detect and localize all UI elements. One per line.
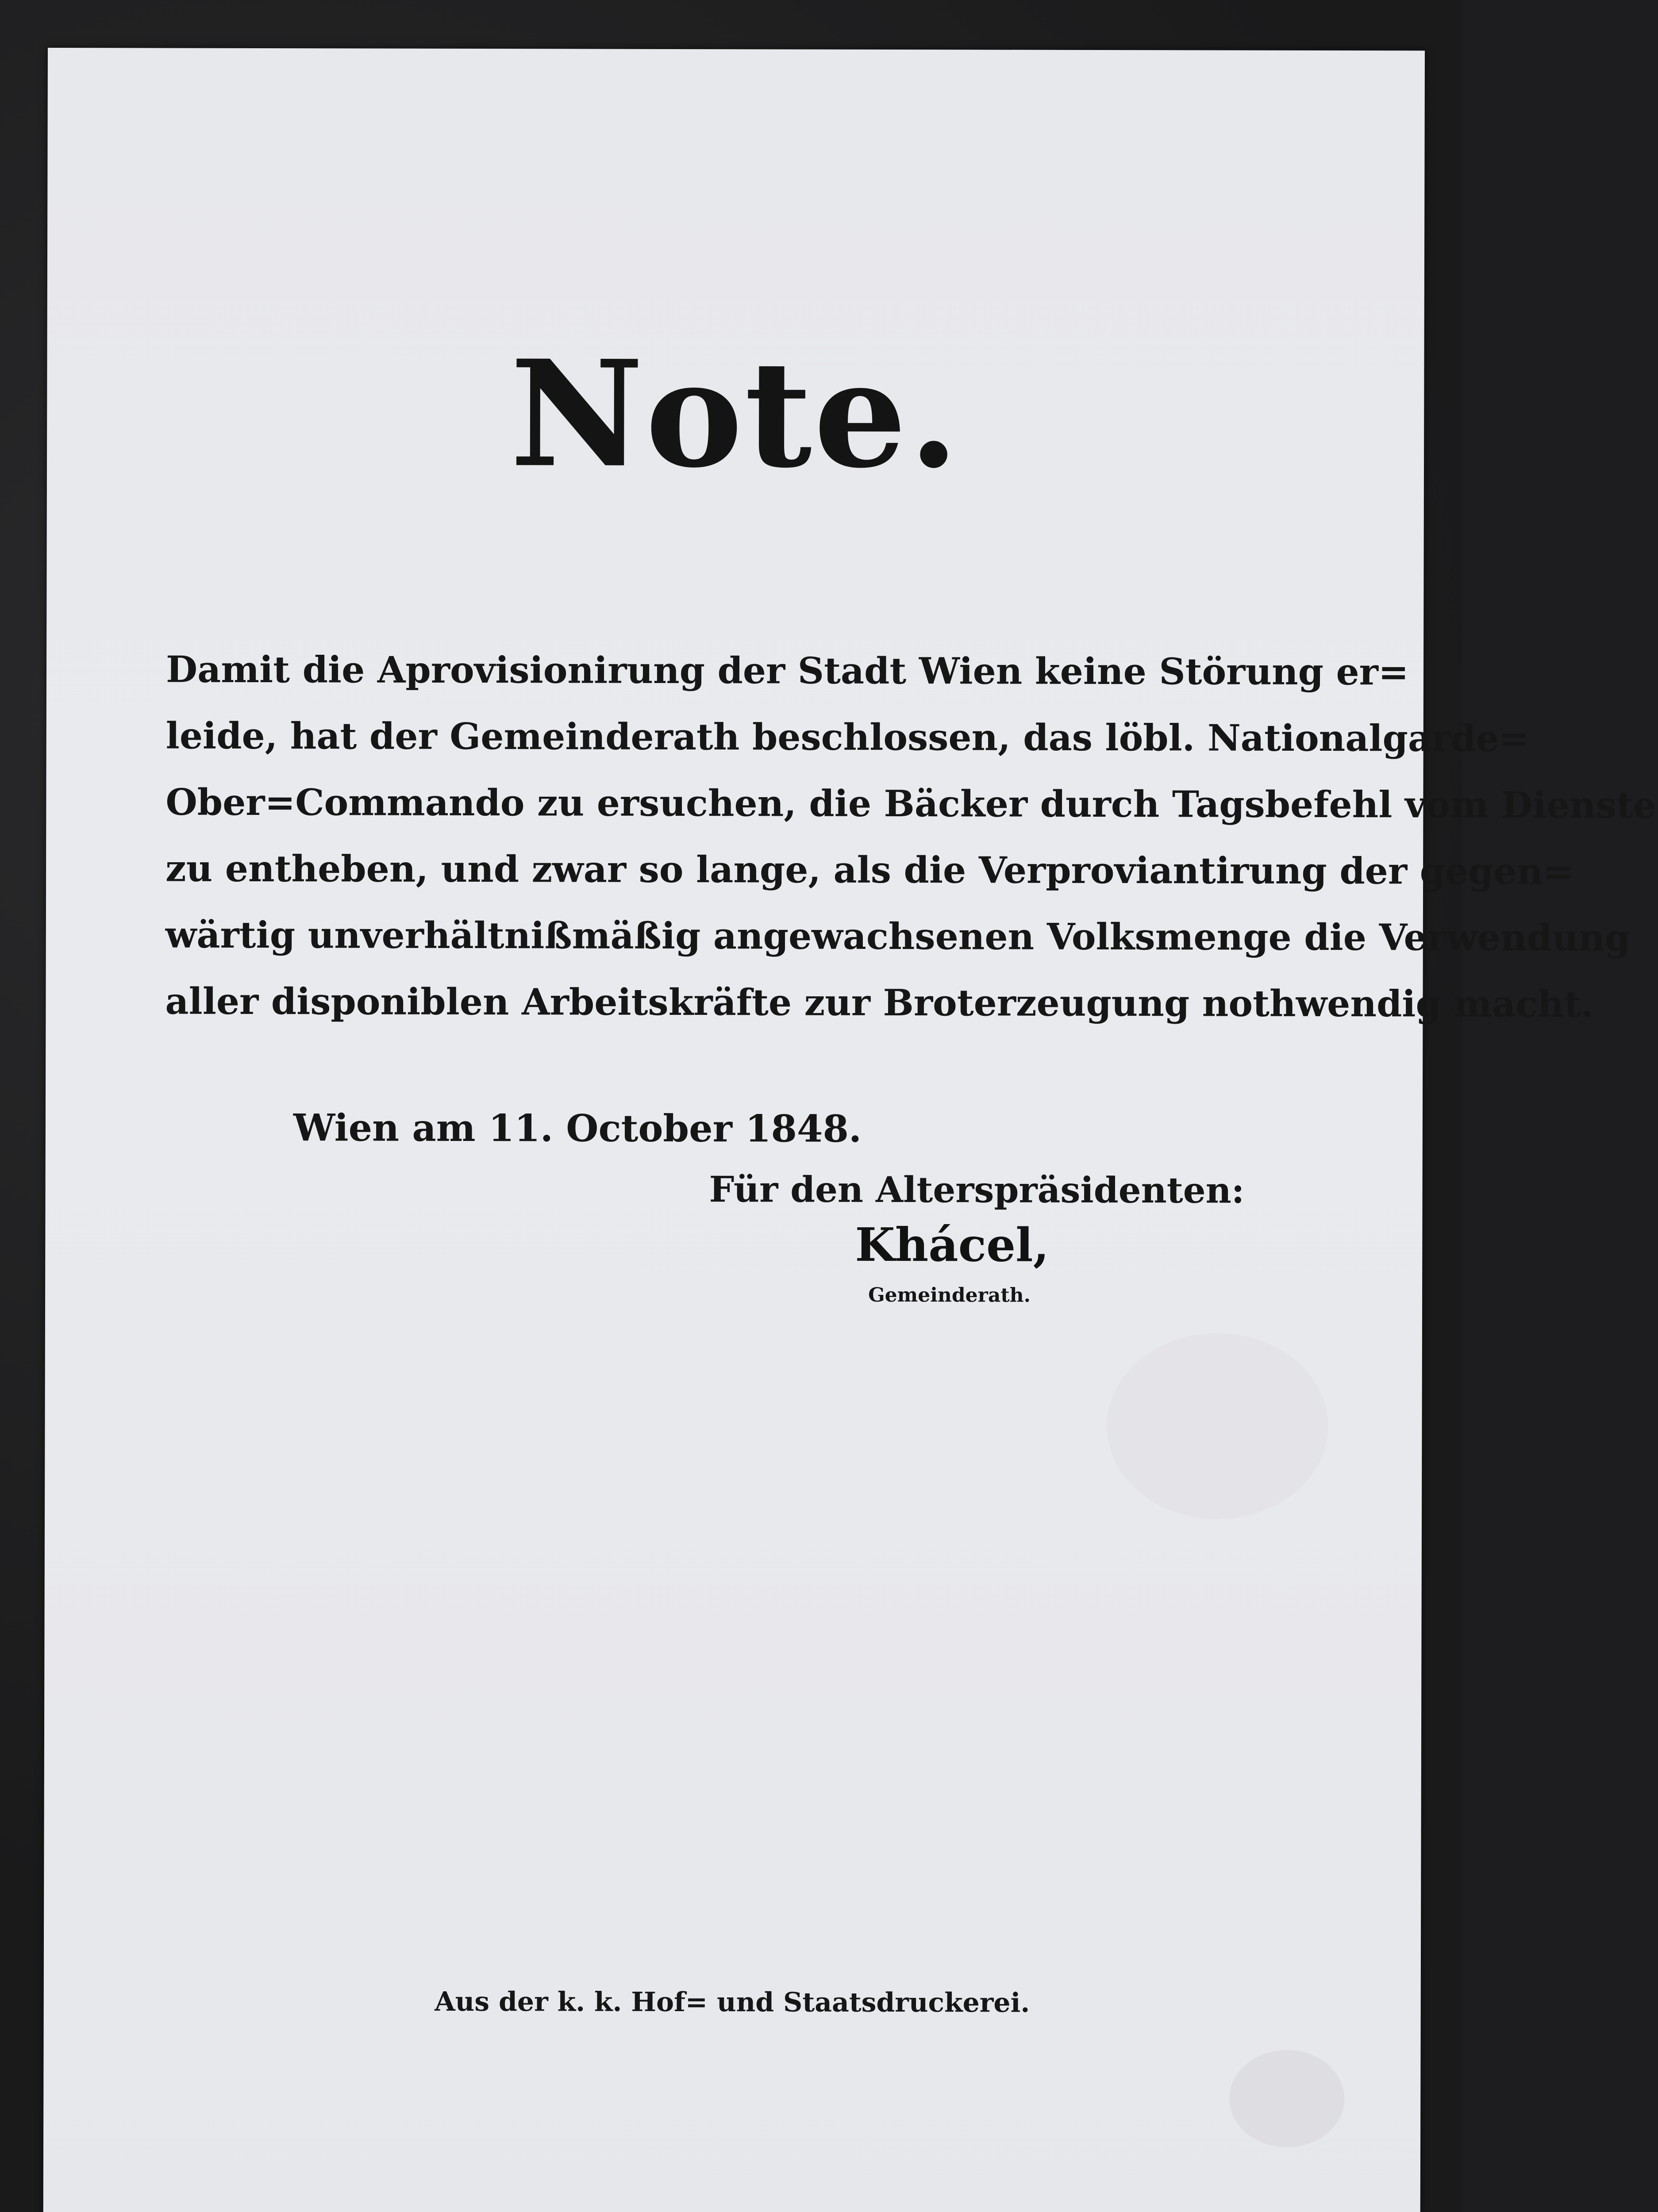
body-line: aller disponiblen Arbeitskräfte zur Broterzeugung nothwendig macht.	[165, 980, 1594, 1026]
body-line: leide, hat der Gemeinderath beschlossen, das löbl. Nationalgarde=	[165, 714, 1530, 760]
paper-stain	[1229, 2050, 1344, 2148]
signature-for-line: Für den Alterspräsidenten:	[709, 1168, 1245, 1211]
body-line: Ober=Commando zu ersuchen, die Bäcker durch Tagsbefehl vom Dienste	[165, 781, 1657, 827]
dateline: Wien am 11. October 1848.	[293, 1106, 862, 1151]
body-line: Damit die Aprovisionirung der Stadt Wien keine Störung er=	[165, 648, 1409, 694]
body-line: zu entheben, und zwar so lange, als die Verproviantirung der gegen=	[165, 847, 1574, 893]
body-line: wärtig unverhältnißmäßig angewachsenen Volksmenge die Verwendung	[165, 914, 1631, 960]
document-title: Note.	[510, 328, 962, 501]
signatory-role: Gemeinderath.	[868, 1283, 1031, 1307]
printer-imprint: Aus der k. k. Hof= und Staatsdruckerei.	[435, 1986, 1030, 2019]
body-paragraph	[165, 637, 1657, 1037]
paper-stain	[1107, 1333, 1328, 1519]
paper-sheet	[43, 48, 1657, 2212]
signatory-name: Khácel,	[855, 1217, 1050, 1272]
